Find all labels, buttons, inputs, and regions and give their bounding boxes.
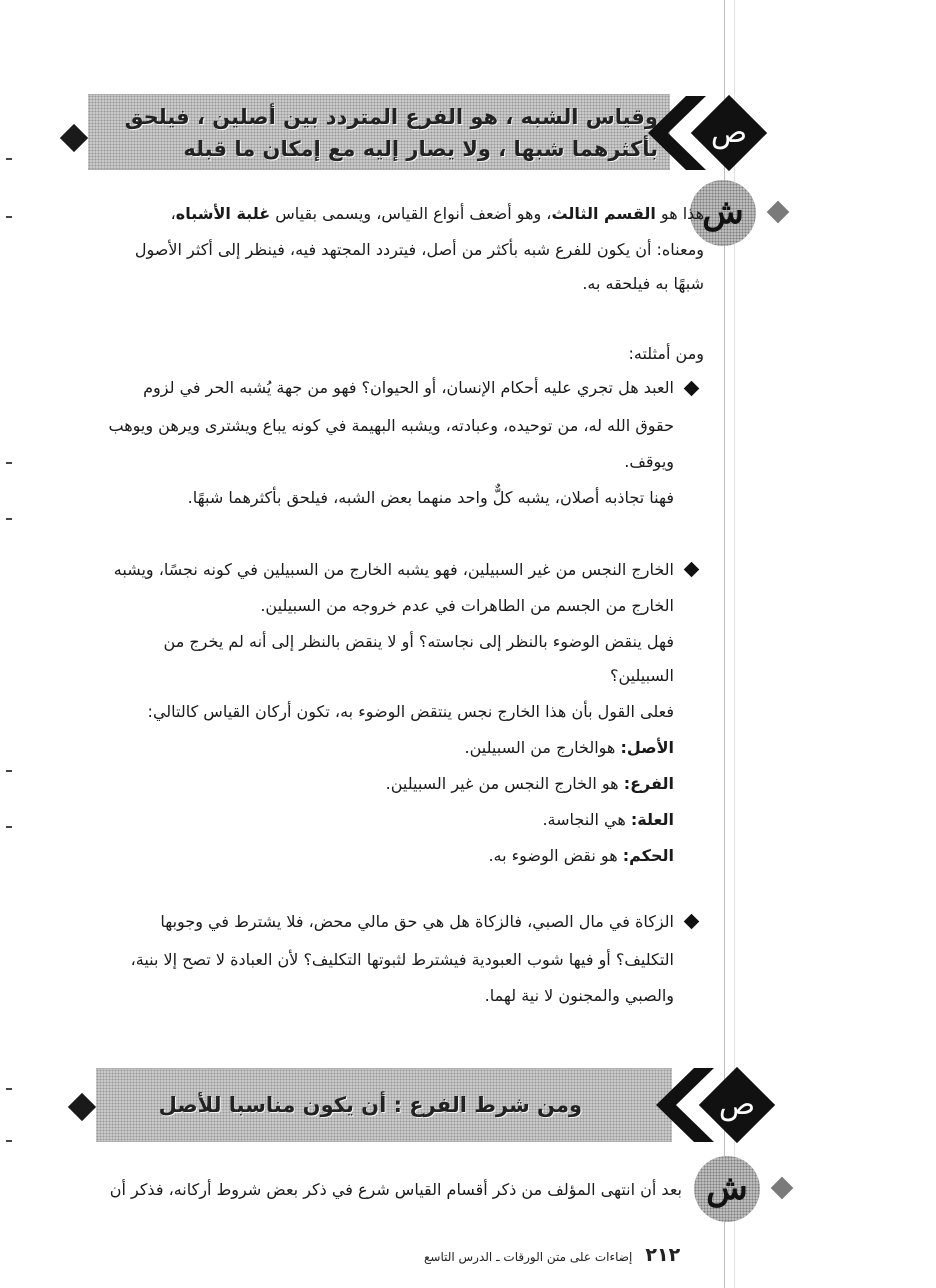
bullet-diamond-icon: [684, 562, 700, 578]
margin-tick: [6, 1088, 12, 1090]
bullet-diamond-icon: [684, 381, 700, 397]
margin-tick: [6, 462, 12, 464]
example-line: فهل ينقض الوضوء بالنظر إلى نجاسته؟ أو لا ينقض بالنظر إلى أنه لم يخرج من: [163, 632, 674, 651]
banner-end-diamond: [60, 124, 88, 152]
margin-tick: [6, 1140, 12, 1142]
text-run: هذا هو: [655, 204, 704, 223]
running-title: إضاءات على متن الورقات ـ الدرس التاسع: [424, 1250, 633, 1264]
example-line: فعلى القول بأن هذا الخارج نجس ينتقض الوضوء به، تكون أركان القياس كالتالي:: [147, 702, 674, 721]
pillar-label: الحكم:: [622, 846, 674, 865]
sharh-marker-badge: [694, 1156, 814, 1222]
running-footer: [424, 1244, 680, 1266]
pillar-label: الفرع:: [623, 774, 674, 793]
banner-end-diamond: [68, 1093, 96, 1121]
term-highlight: غلبة الأشباه: [175, 204, 271, 223]
example-line: ويوقف.: [624, 452, 674, 471]
example-line: حقوق الله له، من توحيده، وعبادته، ويشبه البهيمة في كونه يباع ويشترى ويرهن ويوهب: [108, 416, 674, 435]
text-run: ، وهو أضعف أنواع القياس، ويسمى بقياس: [270, 204, 552, 223]
matn-line: بأكثرهما شبها ، ولا يصار إليه مع إمكان ما قبله: [183, 137, 658, 161]
pillar-value: هي النجاسة.: [542, 810, 631, 829]
matn-marker-badge: [646, 96, 750, 170]
diamond-icon: [771, 1177, 794, 1200]
margin-tick: [6, 770, 12, 772]
example-line: الخارج النجس من غير السبيلين، فهو يشبه الخارج من السبيلين في كونه نجسًا، ويشبه: [113, 560, 674, 579]
pillar-value: هو نقض الوضوء به.: [488, 846, 623, 865]
pillar-value: هوالخارج من السبيلين.: [464, 738, 621, 757]
pillar-label: العلة:: [630, 810, 674, 829]
matn-line: ومن شرط الفرع : أن يكون مناسبا للأصل: [158, 1093, 582, 1117]
matn-marker-letter: ص: [718, 1087, 756, 1122]
margin-tick: [6, 826, 12, 828]
matn-banner: [96, 1068, 672, 1142]
matn-marker-letter: ص: [710, 115, 748, 150]
qiyas-pillar-illa: [542, 810, 674, 829]
sharh-paragraph-line: بعد أن انتهى المؤلف من ذكر أقسام القياس شرع في ذكر بعض شروط أركانه، فذكر أن: [109, 1180, 682, 1199]
examples-heading: ومن أمثلته:: [628, 344, 704, 363]
qiyas-pillar-far: [386, 774, 674, 793]
example-line: والصبي والمجنون لا نية لهما.: [484, 986, 674, 1005]
example-line: فهنا تجاذبه أصلان، يشبه كلٌّ واحد منهما بعض الشبه، فيلحق بأكثرهما شبهًا.: [187, 488, 674, 507]
margin-tick: [6, 158, 12, 160]
example-line: التكليف؟ أو فيها شوب العبودية فيشترط لثبوتها التكليف؟ لأن العبادة لا تصح إلا بنية،: [130, 950, 674, 969]
qiyas-pillar-hukm: [488, 846, 674, 865]
margin-tick: [6, 216, 12, 218]
sharh-marker-letter: ش: [706, 1168, 748, 1208]
sharh-paragraph-line: [171, 204, 704, 223]
term-highlight: القسم الثالث: [551, 204, 656, 223]
matn-line: وقياس الشبه ، هو الفرع المتردد بين أصلين ، فيلحق: [124, 105, 658, 129]
example-line: العبد هل تجري عليه أحكام الإنسان، أو الحيوان؟ فهو من جهة يُشبه الحر في لزوم: [143, 378, 674, 397]
pillar-label: الأصل:: [620, 738, 674, 757]
example-line: الزكاة في مال الصبي، فالزكاة هل هي حق مالي محض، فلا يشترط في وجوبها: [160, 912, 674, 931]
diamond-icon: [767, 201, 790, 224]
sharh-marker-badge: [690, 180, 810, 246]
sharh-paragraph-line: ومعناه: أن يكون للفرع شبه بأكثر من أصل، فيتردد المجتهد فيه، فينظر إلى أكثر الأصول: [134, 240, 704, 259]
text-run: ،: [170, 204, 176, 223]
margin-tick: [6, 518, 12, 520]
example-line: السبيلين؟: [609, 666, 674, 685]
qiyas-pillar-asl: [465, 738, 674, 757]
pillar-value: هو الخارج النجس من غير السبيلين.: [385, 774, 624, 793]
example-line: الخارج من الجسم من الطاهرات في عدم خروجه من السبيلين.: [260, 596, 674, 615]
sharh-paragraph-line: شبهًا به فيلحقه به.: [582, 274, 704, 293]
sharh-marker-letter: ش: [702, 192, 744, 232]
matn-banner: [88, 94, 670, 170]
page-number: ٢١٢: [645, 1244, 681, 1266]
matn-marker-badge: [654, 1068, 758, 1142]
bullet-diamond-icon: [684, 914, 700, 930]
